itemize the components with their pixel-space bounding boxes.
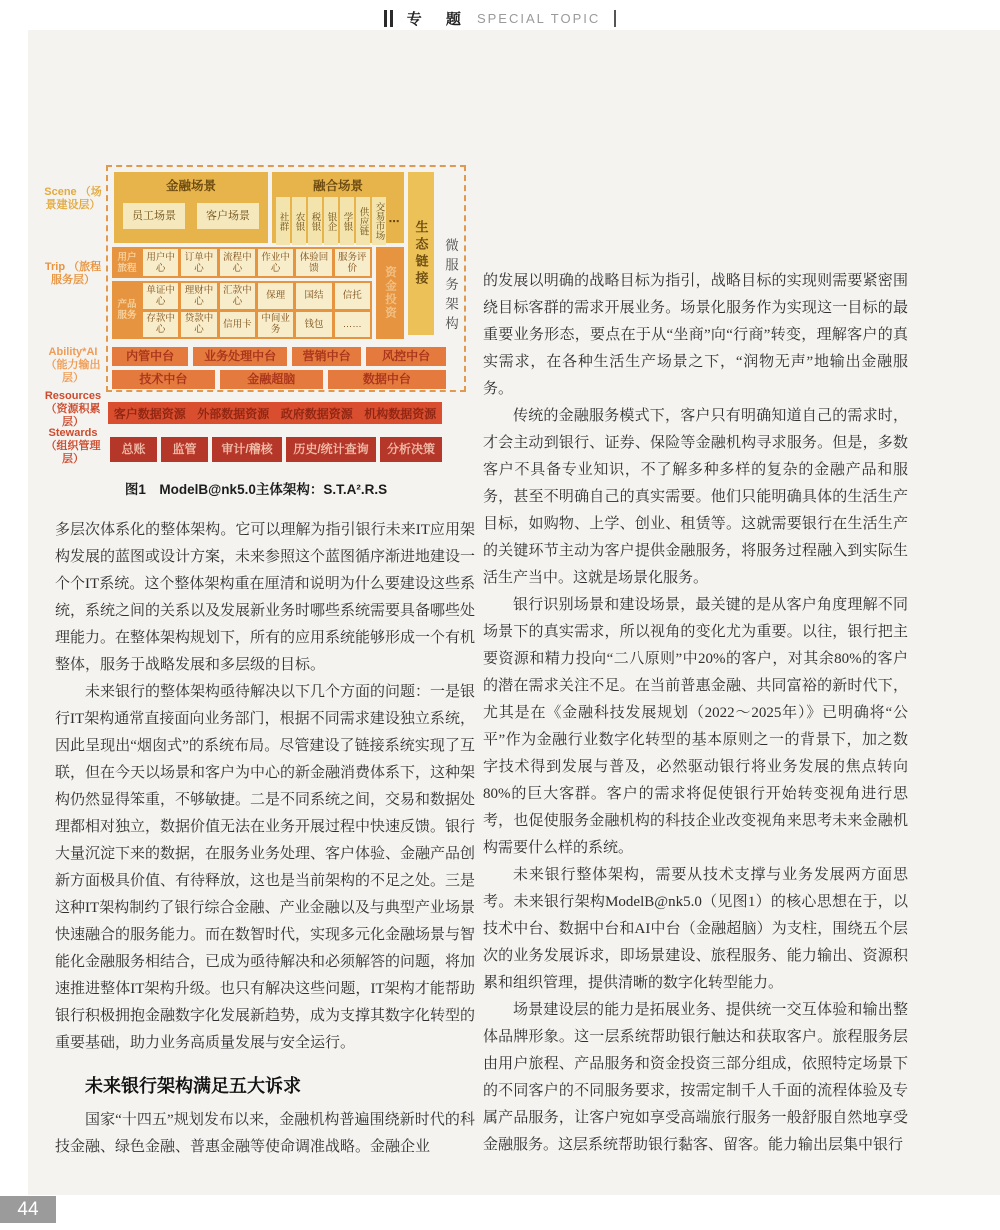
ellipsis: ⋯ (388, 215, 400, 228)
ability-row-2 (112, 370, 446, 389)
ability-box: 业务处理中台 (193, 347, 287, 366)
paragraph: 未来银行的整体架构亟待解决以下几个方面的问题：一是银行IT架构通常直接面向业务部门，根据不同需求建设独立系统，因此呈现出“烟囱式”的系统布局。尽管建设了链接系统实现了互联，但在今天以场景和客户为中心的新金融消费体系下，这种架构仍然显得笨重，不够敏捷。二是不同系统之间，交易和数据处理都相对独立，数据价值无法在业务开展过程中快速反馈。银行大量沉淀下来的数据，在服务业务处理、客户体验、金融产品创新方面极具价值、有待释放，这也是当前架构的不足之处。三是这种IT架构制约了银行综合金融、产业金融以及与典型产业场景快速融合的服务能力。而在数智时代，实现多元化金融场景与智能化金融服务相结合，已成为亟待解决和必须解答的问题，将加速推进整体IT架构升级。也只有解决这些问题，IT架构才能帮助银行积极拥抱金融数字化发展新趋势，成为支撑其数字化转型的重要基础，助力业务高质量发展与安全运行。 (55, 684, 476, 1051)
product-cell: 钱包 (296, 312, 331, 338)
layer-label-scene (40, 186, 106, 212)
finance-scene-block (114, 172, 268, 243)
journey-cell: 订单中心 (181, 249, 216, 276)
layer-label-en: Stewards (48, 427, 98, 439)
resource-item: 政府数据资源 (280, 406, 353, 421)
ability-box: 风控中台 (366, 347, 446, 366)
paragraph: 传统的金融服务模式下，客户只有明确知道自己的需求时，才会主动到银行、证券、保险等金融机构寻求服务。但是，多数客户不具备专业知识，不了解多种多样的复杂的金融产品和服务，甚至不明确自己的真实需要。他们只能明确具体的生活生产目标，如购物、上学、创业、租赁等。这就需要银行在生活生产的关键环节主动为客户提供金融服务，将服务过程融入到实际生活生产当中。这就是场景化服务。 (483, 408, 908, 586)
finance-scene-title: 金融场景 (165, 179, 216, 193)
page-header (0, 6, 1000, 30)
steward-box: 历史/统计查询 (286, 437, 376, 462)
journey-cell: 服务评价 (335, 249, 370, 276)
product-cell: 中间业务 (258, 312, 293, 338)
layer-label-cn: （能力输出层） (45, 359, 101, 385)
product-cell: 保理 (258, 283, 293, 309)
ability-box: 金融超脑 (220, 370, 323, 389)
capital-investment-bar: 资金投资 (376, 247, 404, 339)
journey-row-label: 用户旅程 (117, 251, 137, 274)
single-bar-icon (614, 10, 616, 27)
product-cell: 单证中心 (143, 283, 178, 309)
left-text-column (55, 517, 475, 1161)
steward-box: 总账 (110, 437, 157, 462)
resource-item: 外部数据资源 (197, 406, 270, 421)
resource-item: 客户数据资源 (113, 406, 186, 421)
ability-box: 技术中台 (112, 370, 215, 389)
layer-label-cn: （场景建设层） (45, 186, 102, 212)
fusion-scene-block (272, 172, 404, 243)
ability-box: 内管中台 (112, 347, 188, 366)
paragraph: 未来银行整体架构，需要从技术支撑与业务发展两方面思考。未来银行架构ModelB@nk5.0（见图1）的核心思想在于，以技术中台、数据中台和AI中台（金融超脑）为支柱，围绕五个层次的业务发展诉求，即场景建设、旅程服务、能力输出、资源积累和组织管理，提供清晰的数字化转型能力。 (483, 867, 908, 991)
ability-box: 数据中台 (328, 370, 446, 389)
layer-label-cn: （组织管理层） (45, 440, 101, 466)
figure-caption: 图1 ModelB@nk5.0主体架构：S.T.A².R.S (124, 482, 388, 497)
fusion-scene-title: 融合场景 (312, 179, 363, 193)
steward-box: 审计/稽核 (212, 437, 282, 462)
product-cell: 国结 (296, 283, 331, 309)
journey-cell: 作业中心 (258, 249, 293, 276)
journey-cell: 流程中心 (220, 249, 255, 276)
fusion-cell: 学银 (340, 197, 354, 245)
fusion-cell: 供应链 (356, 197, 370, 245)
fusion-cell: 交易市场 (372, 197, 386, 245)
ability-box: 营销中台 (292, 347, 361, 366)
layer-label-en: Ability*AI (48, 346, 98, 358)
scene-cell: 客户场景 (197, 203, 259, 229)
fusion-cell: 税银 (308, 197, 322, 245)
journey-cell: 体验回馈 (296, 249, 331, 276)
layer-label-en: Resources (44, 390, 102, 402)
paragraph: 银行识别场景和建设场景，最关键的是从客户角度理解不同场景下的真实需求，所以视角的变化尤为重要。以往，银行把主要资源和精力投向“二八原则”中20%的客户，对其余80%的客户的潜在需求关注不足。在当前普惠金融、共同富裕的新时代下，尤其是在《金融科技发展规划（2022～2025年）》已明确将“公平”作为金融行业数字化转型的基本原则之一的背景下，加之数字技术得到发展与普及，必然驱动银行将业务发展的焦点转向80%的巨大客群。客户的需求将促使银行开始转变视角进行思考，也促使服务金融机构的科技企业改变视角来思考未来金融机构需要什么样的系统。 (483, 597, 908, 856)
figure-modelbank-architecture (40, 162, 472, 510)
layer-label-en: Trip (44, 261, 66, 273)
section-heading: 未来银行架构满足五大诉求 (85, 1076, 301, 1096)
header-title-cn: 专 题 (406, 10, 471, 28)
page-number-badge: 44 (0, 1196, 56, 1223)
product-cell: 理财中心 (181, 283, 216, 309)
microservice-label: 微服务架构 (443, 238, 458, 336)
header-title-en: SPECIAL TOPIC (476, 10, 601, 26)
paragraph: 场景建设层的能力是拓展业务、提供统一交互体验和输出整体品牌形象。这一层系统帮助银行触达和获取客户。旅程服务层由用户旅程、产品服务和资金投资三部分组成，依照特定场景下的不同客户的不同服务要求，按需定制千人千面的流程体验及专属产品服务，让客户宛如享受高端旅行服务一般舒服自然地享受金融服务。这层系统帮助银行黏客、留客。能力输出层集中银行 (483, 1002, 908, 1153)
product-cell: …… (335, 312, 370, 338)
stewards-row (110, 437, 442, 462)
fusion-cell: 银企 (324, 197, 338, 245)
steward-box: 监管 (161, 437, 208, 462)
product-cell: 信托 (335, 283, 370, 309)
user-journey-row (112, 247, 372, 278)
right-text-column (483, 268, 908, 1159)
scene-cell: 员工场景 (123, 203, 185, 229)
product-service-block (112, 281, 372, 339)
product-cell: 存款中心 (143, 312, 178, 338)
layer-label-en: Scene (44, 186, 77, 198)
layer-label-cn: （旅程服务层） (51, 261, 102, 287)
eco-link-bar: 生态链接 (408, 172, 434, 335)
resources-bar (108, 402, 442, 424)
fusion-cell: 农银 (292, 197, 306, 245)
paragraph: 国家“十四五”规划发布以来，金融机构普遍围绕新时代的科技金融、绿色金融、普惠金融等使命调准战略。金融企业 (55, 1112, 475, 1155)
ability-row-1 (112, 347, 446, 366)
journey-cell: 用户中心 (143, 249, 178, 276)
paragraph: 的发展以明确的战略目标为指引，战略目标的实现则需要紧密围绕目标客群的需求开展业务。场景化服务作为实现这一目标的最重要业务形态，要点在于从“坐商”向“行商”转变，理解客户的真实需求，在各种生活生产场景之下，“润物无声”地输出金融服务。 (483, 273, 908, 397)
fusion-cell: 社群 (276, 197, 290, 245)
paragraph: 多层次体系化的整体架构。它可以理解为指引银行未来IT应用架构发展的蓝图或设计方案，未来参照这个蓝图循序渐进地建设一个个IT系统。这个整体架构重在厘清和说明为什么要建设这些系统，系统之间的关系以及发展新业务时哪些系统需要具备哪些处理能力。在整体架构规划下，所有的应用系统能够形成一个有机整体，服务于战略发展和多层级的目标。 (55, 522, 476, 673)
layer-label-stewards (40, 427, 106, 467)
product-cell: 信用卡 (220, 312, 255, 338)
double-bar-icon (384, 10, 393, 27)
steward-box: 分析决策 (380, 437, 442, 462)
layer-label-cn: （资源积累层） (45, 403, 101, 429)
layer-label-resources (40, 390, 106, 430)
product-cell: 汇款中心 (220, 283, 255, 309)
resource-item: 机构数据资源 (364, 406, 437, 421)
layer-label-ability (40, 346, 106, 386)
product-row-label: 产品服务 (117, 299, 137, 321)
layer-label-trip (40, 261, 106, 287)
product-cell: 贷款中心 (181, 312, 216, 338)
